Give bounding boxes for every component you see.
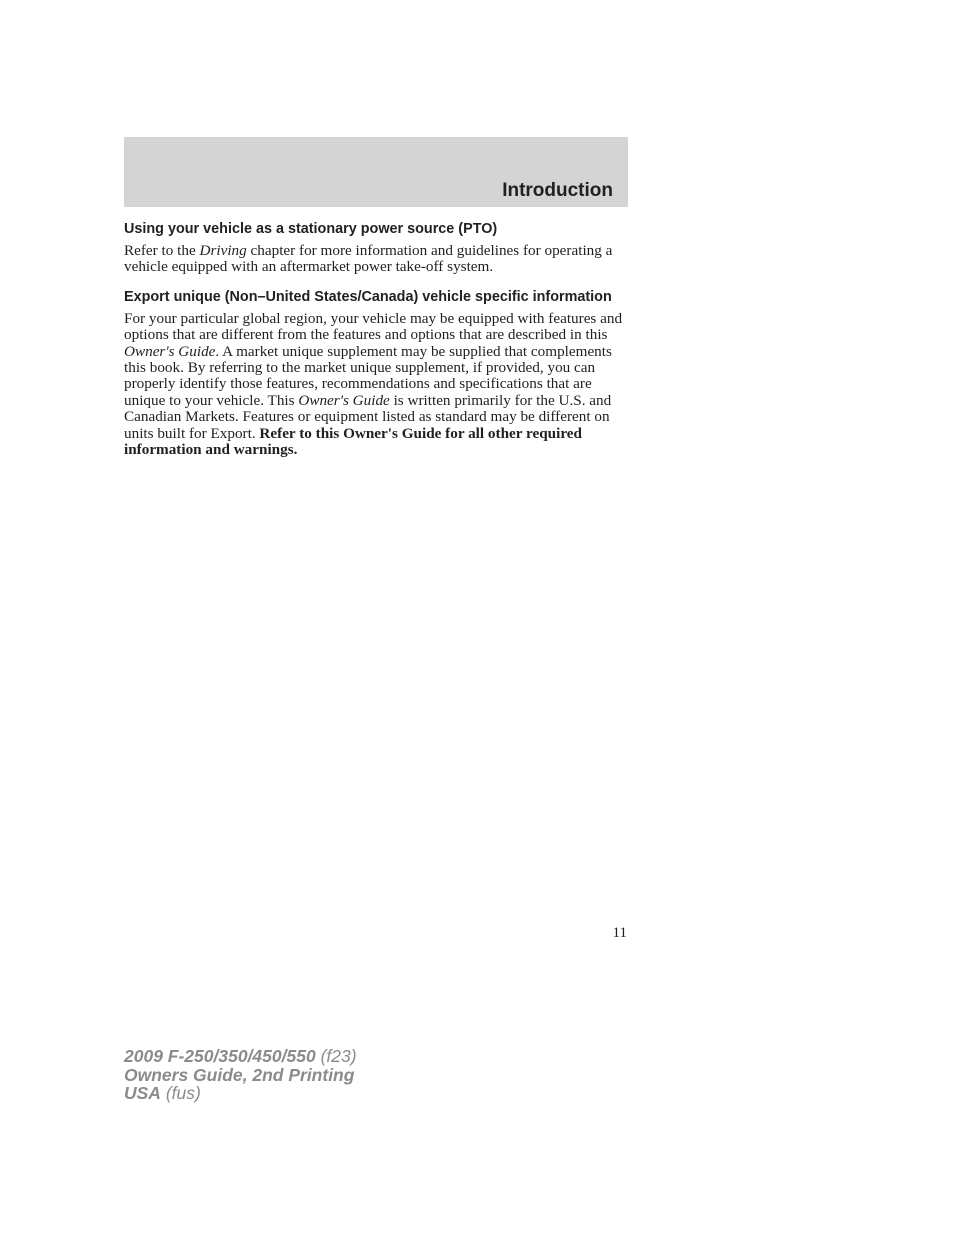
body-bold-warning: Refer to this Owner's Guide for all other required information and warnings. (124, 424, 582, 459)
footer-market: USA (124, 1083, 161, 1103)
page-content (124, 221, 629, 458)
chapter-header-band (124, 137, 628, 207)
section-heading-export: Export unique (Non–United States/Canada) vehicle specific information (124, 288, 612, 305)
footer-market-code: (fus) (160, 1083, 201, 1103)
chapter-title: Introduction (502, 180, 613, 201)
footer-printing: Owners Guide, 2nd Printing (124, 1064, 355, 1085)
body-text: For your particular global region, your vehicle may be equipped with features and options that are different from the features and options that are described in this (124, 309, 623, 344)
body-text: Refer to the (124, 242, 200, 259)
footer-edition-info (124, 1047, 357, 1103)
footer-line-printing (124, 1066, 357, 1085)
body-italic-owners-guide: Owner's Guide (298, 391, 390, 409)
footer-line-model (124, 1047, 357, 1066)
section-heading-pto: Using your vehicle as a stationary power source (PTO) (124, 221, 498, 237)
footer-model-code: (f23) (315, 1046, 357, 1066)
section-pto (124, 221, 629, 276)
section-body-export (124, 311, 629, 459)
body-text: . A market unique supplement may be supplied that complements this book. By referring to the market unique supplement, if provided, you can properly identify those features, recommendations and specifications that are unique to your vehicle. This (124, 342, 612, 409)
section-export (124, 289, 629, 459)
body-italic-owners-guide: Owner's Guide (124, 342, 216, 360)
section-body-pto (124, 243, 629, 276)
body-text: is written primarily for the U.S. and Canadian Markets. Features or equipment listed as standard may be different on units built for Export. (124, 391, 612, 442)
footer-model: 2009 F-250/350/450/550 (124, 1046, 316, 1066)
footer-line-market (124, 1084, 357, 1103)
body-text: chapter for more information and guidelines for operating a vehicle equipped with an aftermarket power take-off system. (124, 242, 613, 276)
page-number: 11 (612, 925, 627, 941)
body-italic-driving: Driving (199, 242, 247, 259)
